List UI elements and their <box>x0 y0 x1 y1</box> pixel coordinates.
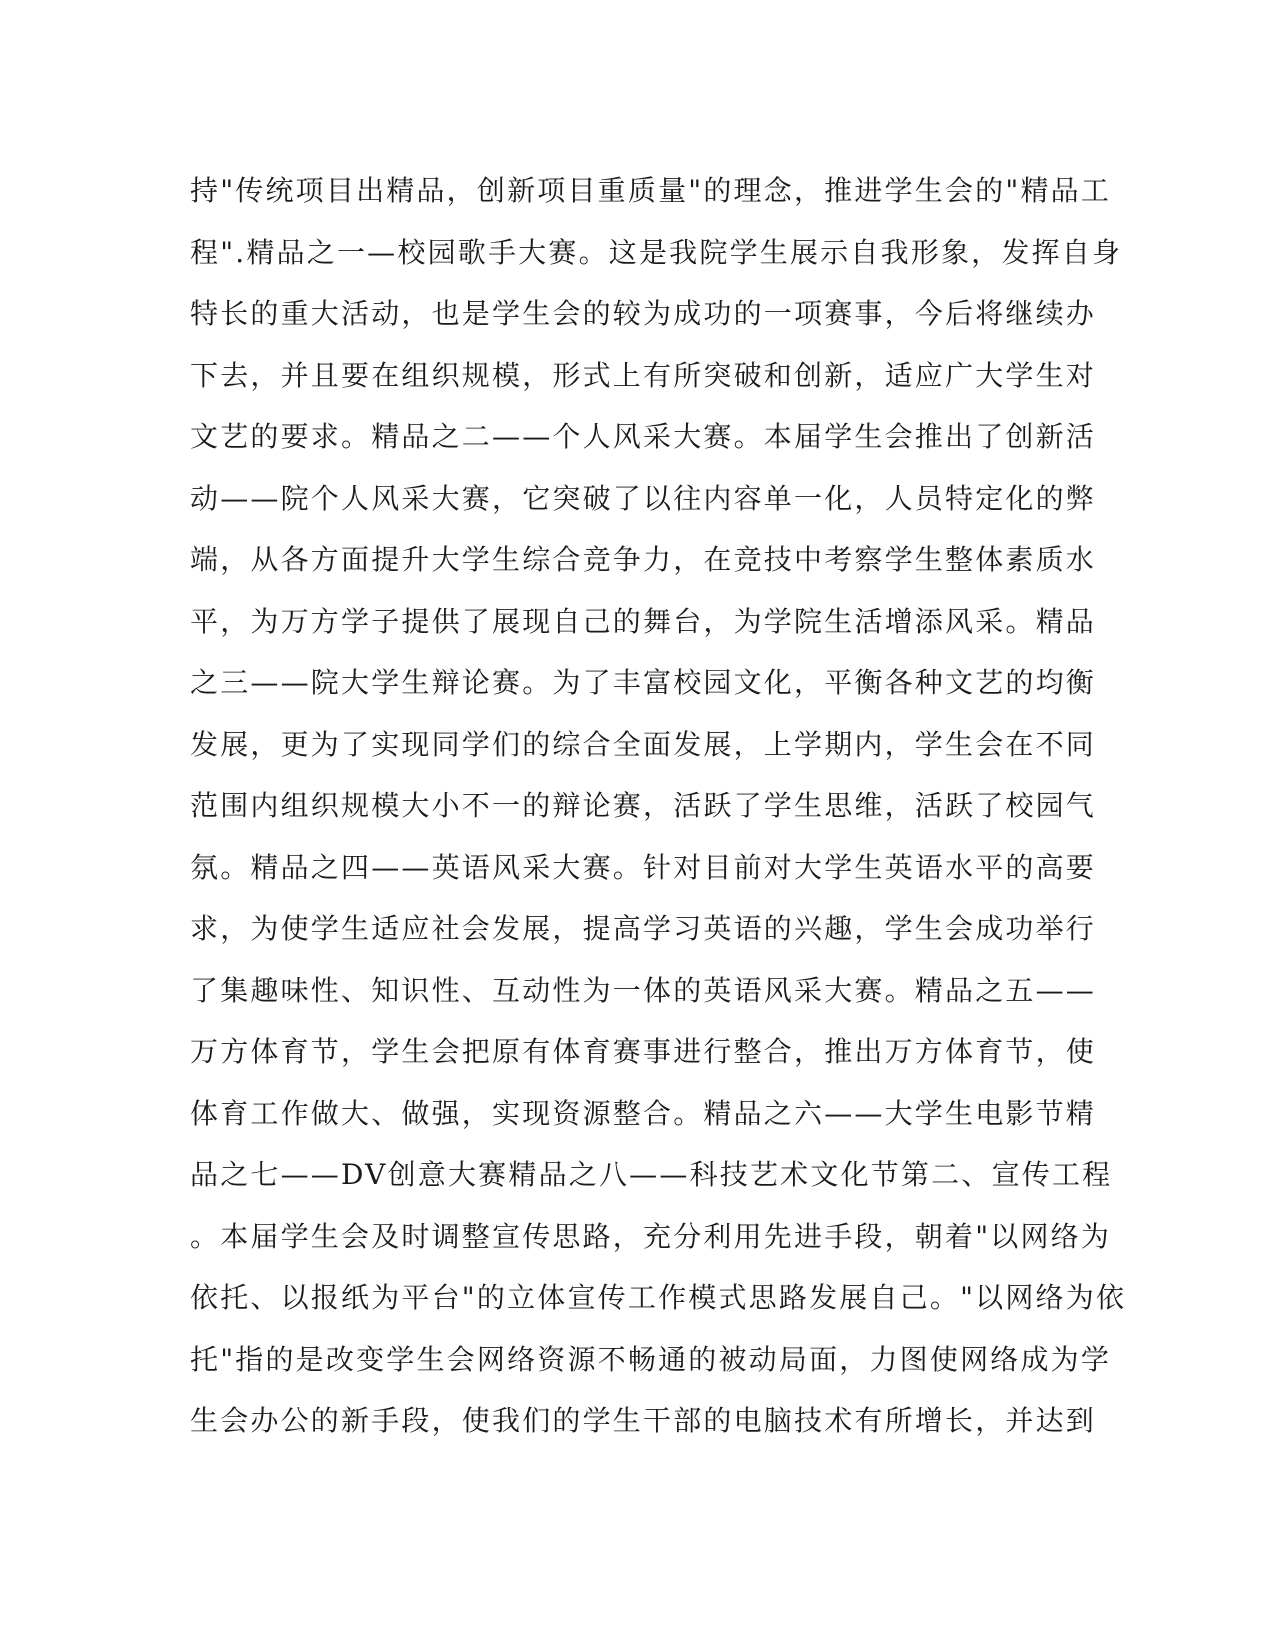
text-line: 文艺的要求。精品之二——个人风采大赛。本届学生会推出了创新活 <box>190 420 1097 453</box>
text-line: 下去，并且要在组织规模，形式上有所突破和创新，适应广大学生对 <box>190 358 1097 392</box>
text-line: 依托、以报纸为平台"的立体宣传工作模式思路发展自己。"以网络为依 <box>190 1281 1127 1314</box>
text-line: 程".精品之一—校园歌手大赛。这是我院学生展示自我形象，发挥自身 <box>190 235 1123 269</box>
text-line: 生会办公的新手段，使我们的学生干部的电脑技术有所增长，并达到 <box>190 1404 1097 1437</box>
text-line: 了集趣味性、知识性、互动性为一体的英语风采大赛。精品之五—— <box>190 973 1097 1007</box>
text-line: 特长的重大活动，也是学生会的较为成功的一项赛事，今后将继续办 <box>190 297 1097 330</box>
text-line: 品之七——DV创意大赛精品之八——科技艺术文化节第二、宣传工程 <box>190 1158 1113 1191</box>
text-line: 发展，更为了实现同学们的综合全面发展，上学期内，学生会在不同 <box>190 727 1097 761</box>
text-line: 体育工作做大、做强，实现资源整合。精品之六——大学生电影节精 <box>190 1096 1097 1130</box>
text-line: 之三——院大学生辩论赛。为了丰富校园文化，平衡各种文艺的均衡 <box>190 666 1097 699</box>
text-line: 范围内组织规模大小不一的辩论赛，活跃了学生思维，活跃了校园气 <box>190 789 1097 822</box>
text-line: 平，为万方学子提供了展现自己的舞台，为学院生活增添风采。精品 <box>190 604 1097 638</box>
text-line: 氛。精品之四——英语风采大赛。针对目前对大学生英语水平的高要 <box>190 850 1097 884</box>
text-line: 持"传统项目出精品，创新项目重质量"的理念，推进学生会的"精品工 <box>190 174 1112 207</box>
text-line: 。本届学生会及时调整宣传思路，充分利用先进手段，朝着"以网络为 <box>190 1219 1112 1253</box>
text-line: 动——院个人风采大赛，它突破了以往内容单一化，人员特定化的弊 <box>190 481 1097 515</box>
text-line: 托"指的是改变学生会网络资源不畅通的被动局面，力图使网络成为学 <box>190 1342 1112 1376</box>
body-text <box>190 160 1127 1452</box>
text-line: 端，从各方面提升大学生综合竞争力，在竞技中考察学生整体素质水 <box>190 543 1097 576</box>
text-line: 万方体育节，学生会把原有体育赛事进行整合，推出万方体育节，使 <box>190 1035 1097 1068</box>
text-line: 求，为使学生适应社会发展，提高学习英语的兴趣，学生会成功举行 <box>190 912 1097 945</box>
